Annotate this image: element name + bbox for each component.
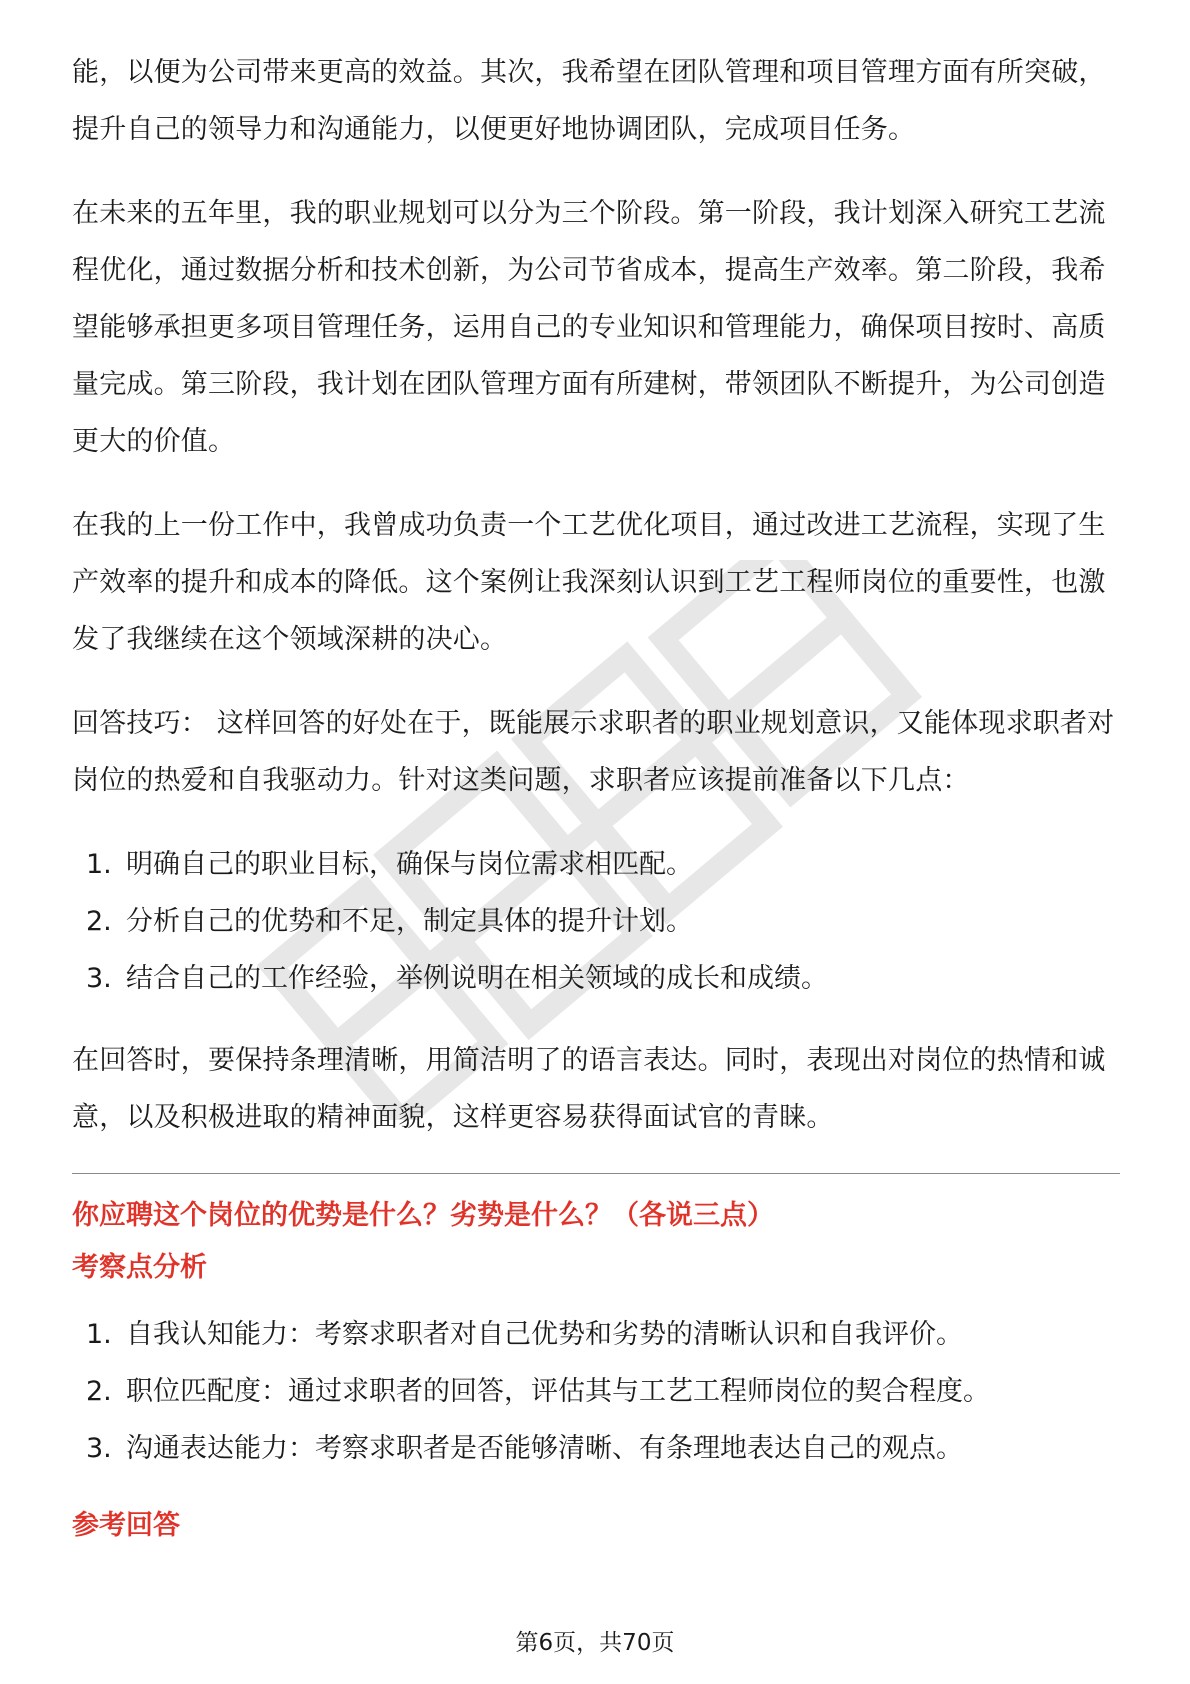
page-number-footer: 第6页，共70页 — [515, 1630, 675, 1656]
list-item-number: 1. — [86, 849, 112, 880]
analysis-heading: 考察点分析 — [72, 1252, 207, 1283]
tips-list — [72, 836, 1120, 1007]
list-item-number: 2. — [86, 906, 112, 937]
list-item-number: 3. — [86, 963, 112, 994]
list-item — [72, 1420, 1120, 1477]
list-item-text: 沟通表达能力：考察求职者是否能够清晰、有条理地表达自己的观点。 — [126, 1433, 963, 1464]
list-item-number: 2. — [86, 1376, 112, 1407]
section-divider — [72, 1173, 1120, 1174]
list-item — [72, 1306, 1120, 1363]
analysis-points-list — [72, 1306, 1120, 1477]
list-item-text: 结合自己的工作经验，举例说明在相关领域的成长和成绩。 — [126, 963, 828, 994]
list-item — [72, 836, 1120, 893]
paragraph-five-year-plan: 在未来的五年里，我的职业规划可以分为三个阶段。第一阶段，我计划深入研究工艺流程优化，通过数据分析和技术创新，为公司节省成本，提高生产效率。第二阶段，我希望能够承担更多项目管理任务，运用自己的专业知识和管理能力，确保项目按时、高质量完成。第三阶段，我计划在团队管理方面有所建树，带领团队不断提升，为公司创造更大的价值。 — [72, 198, 1106, 457]
question-heading: 你应聘这个岗位的优势是什么？劣势是什么？（各说三点） — [72, 1200, 774, 1231]
list-item-text: 明确自己的职业目标，确保与岗位需求相匹配。 — [126, 849, 693, 880]
list-item — [72, 950, 1120, 1007]
list-item — [72, 893, 1120, 950]
list-item-text: 自我认知能力：考察求职者对自己优势和劣势的清晰认识和自我评价。 — [126, 1319, 963, 1350]
list-item-text: 分析自己的优势和不足，制定具体的提升计划。 — [126, 906, 693, 937]
paragraph-past-experience: 在我的上一份工作中，我曾成功负责一个工艺优化项目，通过改进工艺流程，实现了生产效率的提升和成本的降低。这个案例让我深刻认识到工艺工程师岗位的重要性，也激发了我继续在这个领域深耕的决心。 — [72, 510, 1106, 655]
paragraph-closing-advice: 在回答时，要保持条理清晰，用简洁明了的语言表达。同时，表现出对岗位的热情和诚意，以及积极进取的精神面貌，这样更容易获得面试官的青睐。 — [72, 1045, 1106, 1133]
list-item-text: 职位匹配度：通过求职者的回答，评估其与工艺工程师岗位的契合程度。 — [126, 1376, 990, 1407]
main-content — [72, 44, 1120, 1564]
list-item — [72, 1363, 1120, 1420]
paragraph-answer-tips: 回答技巧： 这样回答的好处在于，既能展示求职者的职业规划意识，又能体现求职者对岗位的热爱和自我驱动力。针对这类问题，求职者应该提前准备以下几点： — [72, 708, 1115, 796]
list-item-number: 1. — [86, 1319, 112, 1350]
answer-heading: 参考回答 — [72, 1510, 180, 1541]
paragraph-career-goals-continued: 能，以便为公司带来更高的效益。其次，我希望在团队管理和项目管理方面有所突破，提升自己的领导力和沟通能力，以便更好地协调团队，完成项目任务。 — [72, 57, 1106, 145]
list-item-number: 3. — [86, 1433, 112, 1464]
